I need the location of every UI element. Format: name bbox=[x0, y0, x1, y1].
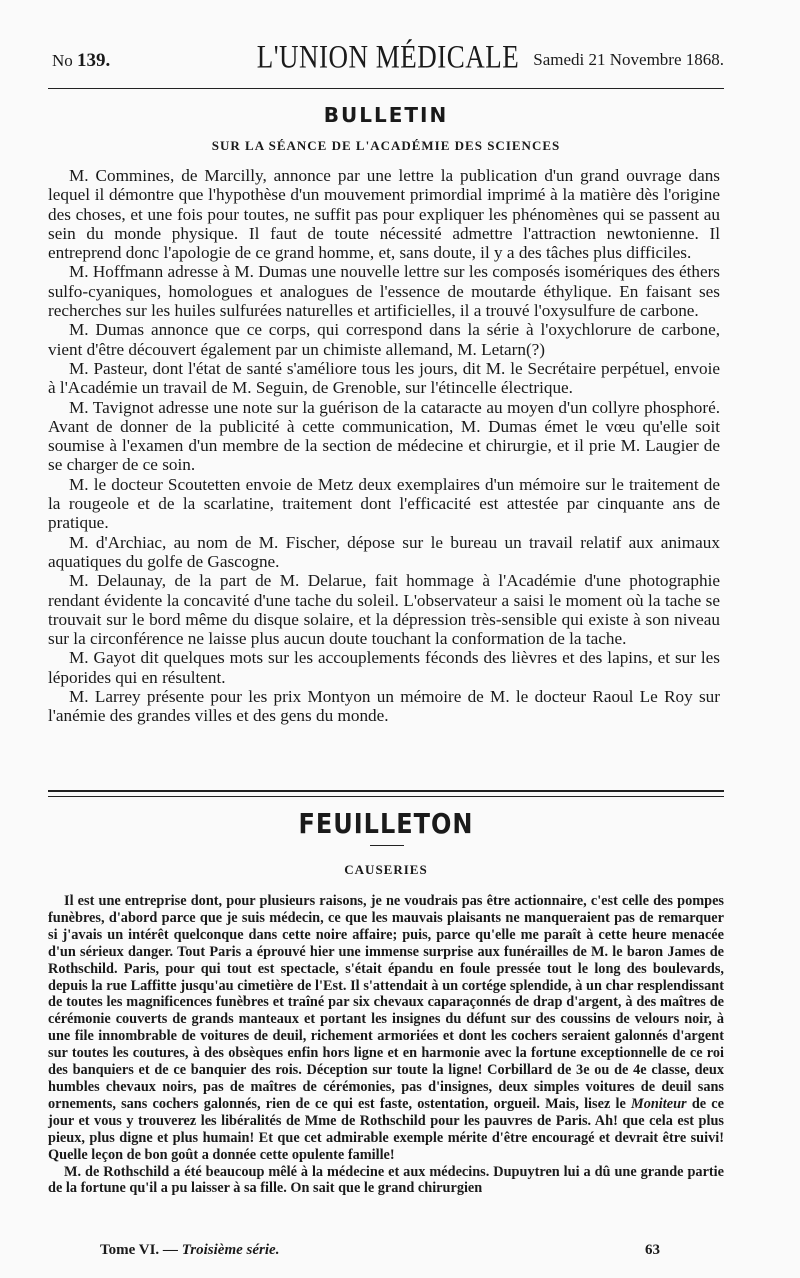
bulletin-paragraph: M. Hoffmann adresse à M. Dumas une nouvelle lettre sur les composés isomériques des éthers sulfo-cyaniques, homologues et analogues de l'essence de moutarde éthylique. En faisant ses recherches sur les huiles sulfurées naturelles et artificielles, il a trouvé l'oxysulfure de carbone. bbox=[48, 262, 720, 321]
section-divider bbox=[48, 790, 724, 797]
moniteur-reference: Moniteur bbox=[631, 1095, 687, 1112]
feuilleton-body bbox=[48, 893, 724, 1197]
page-header bbox=[52, 40, 724, 80]
bulletin-title: BULLETIN bbox=[323, 103, 449, 127]
bulletin-paragraph: M. Tavignot adresse une note sur la guérison de la cataracte au moyen d'un collyre phosphoré. Avant de donner de la publicité à cette communication, M. Dumas émet le vœu qu'elle soit soumise à l'examen d'un membre de la section de médecine et chirurgie, et il prie M. Laugier de se charger de ce soin. bbox=[48, 397, 720, 475]
bulletin-body bbox=[48, 166, 720, 726]
feuilleton-subtitle: CAUSERIES bbox=[344, 862, 428, 877]
bulletin-paragraph: M. Delaunay, de la part de M. Delarue, fait hommage à l'Académie d'une photographie rendant évidente la concavité d'une tache du soleil. L'observateur a saisi le moment où la tache se trouvait sur le bord même du disque solaire, et la dépression très-sensible qui existe à son niveau sur la circonférence ne laisse plus aucun doute touchant la conformation de la tache. bbox=[48, 571, 720, 649]
feuilleton-title: FEUILLETON bbox=[298, 807, 474, 841]
page-number: 63 bbox=[645, 1242, 660, 1258]
tome-series: Troisième série. bbox=[181, 1242, 280, 1258]
bulletin-paragraph: M. Dumas annonce que ce corps, qui correspond dans la série à l'oxychlorure de carbone, vient d'être découvert également par un chimiste allemand, M. Letarn(?) bbox=[48, 320, 720, 359]
feuilleton-text-part: Il est une entreprise dont, pour plusieurs raisons, je ne voudrais pas être actionnaire, c'est celle des pompes funèbres, d'abord parce que je suis médecin, ce que les mauvais plaisants ne manqueraient pas de remarquer si j'avais un intérêt quelconque dans cette noire affaire; puis, parce qu'elle me paraît à cette heure menacée d'un sérieux danger. Tout Paris a éprouvé hier une immense surprise aux funérailles de M. le baron James de Rothschild. Paris, pour qui tout est spectacle, s'était épandu en foule pressée tout le long des boulevards, depuis la rue Laffitte jusqu'au cimetière de l'Est. Il s'attendait à un cortége splendide, à un char resplendissant de toutes les magnificences funèbres et traîné par six chevaux caparaçonnés de drap d'argent, à des maîtres de cérémonie couverts de grands manteaux et portant les insignes du défunt sur des coussins de velours noir, à une file innombrable de voitures de deuil, richement armoriées et dont les cochers seraient galonnés d'argent sur toutes les coutures, à des obsèques enfin hors ligne et en harmonie avec la fortune exceptionnelle de ce roi des banquiers et de ce banquier des rois. Déception sur toute la ligne! Corbillard de 3e ou de 4e classe, deux humbles chevaux noirs, pas de maîtres de cérémonies, pas d'insignes, deux simples voitures de deuil sans ornements, sans cochers galonnés, rien de ce qui est faste, ostentation, orgueil. Mais, lisez le bbox=[48, 893, 724, 1112]
bulletin-paragraph: M. Pasteur, dont l'état de santé s'améliore tous les jours, dit M. le Secrétaire perpétuel, envoie à l'Académie un travail de M. Seguin, de Grenoble, sur l'étincelle électrique. bbox=[48, 358, 720, 398]
issue-value: 139. bbox=[77, 50, 111, 71]
tome-prefix: Tome VI. — bbox=[100, 1242, 182, 1258]
title-underline bbox=[370, 845, 404, 846]
bulletin-paragraph: M. Commines, de Marcilly, annonce par une lettre la publication d'un grand ouvrage dans lequel il démontre que l'hypothèse d'un mouvement primordial imprimé à la matière dès l'origine des choses, et une fois pour toutes, ne suffit pas pour expliquer les phénomènes qui se passent au sein du monde physique. Il faut de toute nécessité admettre l'attraction newtonienne. Il entreprend donc l'apologie de ce grand homme, et, sans doute, il y a des tâches plus difficiles. bbox=[48, 166, 720, 263]
feuilleton-text-part: de ce jour et vous y trouverez les libéralités de Mme de Rothschild pour les pauvres de Paris. Ah! que cela est plus pieux, plus digne et plus humain! Et que cet admirable exemple mérite d'être encouragé et devrait être suivi! Quelle leçon de bon goût a donnée cette opulente famille! bbox=[48, 1095, 725, 1163]
bulletin-paragraph: M. d'Archiac, au nom de M. Fischer, dépose sur le bureau un travail relatif aux animaux aquatiques du golfe de Gascogne. bbox=[48, 532, 720, 571]
bulletin-paragraph: M. Larrey présente pour les prix Montyon un mémoire de M. le docteur Raoul Le Roy sur l'anémie des grandes villes et des gens du monde. bbox=[48, 687, 720, 726]
journal-title: L'UNION MÉDICALE bbox=[256, 38, 520, 75]
bulletin-paragraph: M. le docteur Scoutetten envoie de Metz deux exemplaires d'un mémoire sur le traitement de la rougeole et de la scarlatine, traitement dont l'efficacité est attestée par cinquante ans de pratique. bbox=[48, 474, 720, 533]
issue-date: Samedi 21 Novembre 1868. bbox=[533, 50, 724, 69]
feuilleton-paragraph bbox=[48, 893, 724, 1164]
feuilleton-paragraph: M. de Rothschild a été beaucoup mêlé à la médecine et aux médecins. Dupuytren lui a dû une grande partie de la fortune qu'il a pu laisser à sa fille. On sait que le grand chirurgien bbox=[48, 1163, 724, 1197]
issue-prefix: No bbox=[52, 51, 73, 70]
bulletin-subtitle: SUR LA SÉANCE DE L'ACADÉMIE DES SCIENCES bbox=[211, 138, 561, 153]
header-rule bbox=[48, 88, 724, 89]
bulletin-paragraph: M. Gayot dit quelques mots sur les accouplements féconds des lièvres et des lapins, et sur les léporides qui en résultent. bbox=[48, 648, 720, 687]
tome-label bbox=[100, 1242, 279, 1259]
